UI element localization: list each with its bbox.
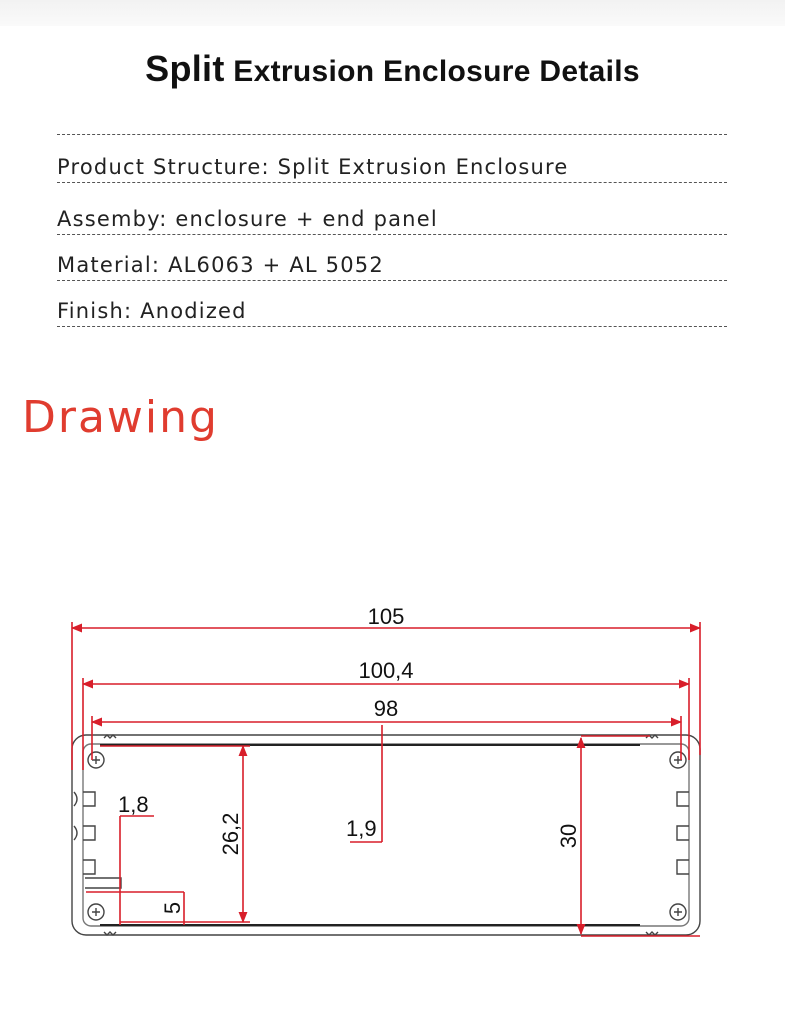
dim-flange: 5 xyxy=(160,901,185,915)
title-first-word: Split xyxy=(145,48,225,89)
drawing-heading: Drawing xyxy=(22,392,219,443)
dim-slot-width: 98 xyxy=(373,696,399,721)
divider xyxy=(57,134,727,135)
spec-material: Material: AL6063 + AL 5052 xyxy=(57,252,727,281)
spec-product-structure: Product Structure: Split Extrusion Enclosure xyxy=(57,154,727,183)
dim-inner-height: 26,2 xyxy=(218,812,243,856)
dim-inner-width: 100,4 xyxy=(358,658,414,683)
title-rest: Extrusion Enclosure Details xyxy=(224,55,640,88)
enclosure-drawing xyxy=(0,560,785,960)
dim-overall-height: 30 xyxy=(556,823,581,849)
spec-assembly: Assemby: enclosure + end panel xyxy=(57,206,727,235)
page-title xyxy=(0,48,785,90)
dim-wall-thickness: 1,8 xyxy=(118,792,149,817)
top-band xyxy=(0,0,785,26)
spec-finish: Finish: Anodized xyxy=(57,298,727,327)
dim-slot-depth: 1,9 xyxy=(346,816,377,841)
dim-overall-width: 105 xyxy=(367,604,405,629)
